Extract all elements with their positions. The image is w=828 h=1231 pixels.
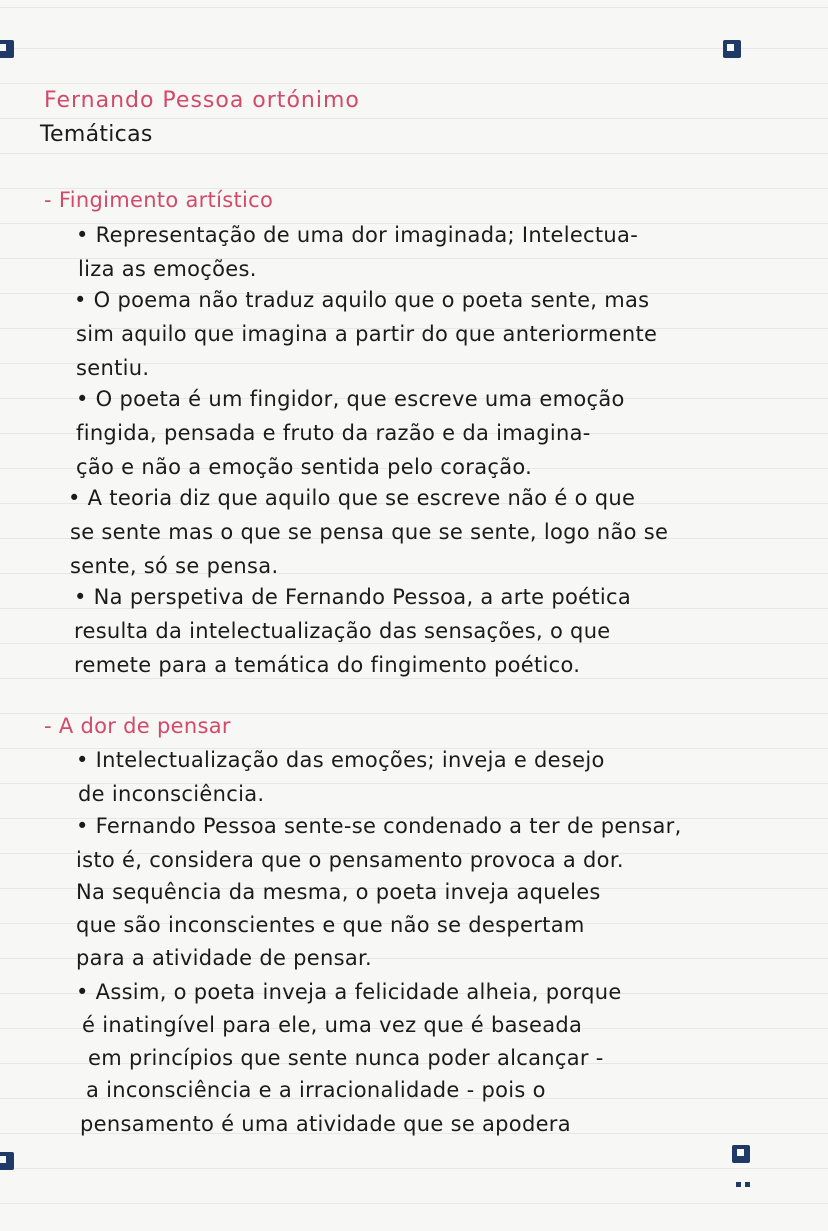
page-subtitle: Temáticas	[40, 122, 153, 147]
section-heading: - Fingimento artístico	[44, 188, 274, 212]
text-line: liza as emoções.	[78, 257, 257, 281]
text-line: • Assim, o poeta inveja a felicidade alheia, porque	[76, 980, 622, 1004]
page-corner-marker-bottom-left	[0, 1152, 14, 1170]
text-line: sentiu.	[76, 356, 150, 380]
text-line: • Fernando Pessoa sente-se condenado a ter de pensar,	[76, 814, 682, 838]
text-line: sim aquilo que imagina a partir do que anteriormente	[76, 322, 658, 346]
text-line: • Na perspetiva de Fernando Pessoa, a arte poética	[74, 585, 632, 609]
text-line: • O poeta é um fingidor, que escreve uma emoção	[76, 387, 625, 411]
text-line: para a atividade de pensar.	[76, 946, 373, 970]
page-dots-marker	[734, 1182, 752, 1187]
text-line: é inatingível para ele, uma vez que é baseada	[82, 1013, 583, 1037]
text-line: resulta da intelectualização das sensações, o que	[74, 619, 611, 643]
text-line: que são inconscientes e que não se despertam	[76, 913, 585, 937]
text-line: remete para a temática do fingimento poético.	[74, 653, 581, 677]
text-line: de inconsciência.	[78, 782, 265, 806]
text-line: isto é, considera que o pensamento provoca a dor.	[76, 848, 624, 872]
text-line: pensamento é uma atividade que se apodera	[80, 1112, 571, 1136]
page-title: Fernando Pessoa ortónimo	[44, 88, 360, 113]
text-line: fingida, pensada e fruto da razão e da imagina-	[76, 421, 591, 445]
text-line: Na sequência da mesma, o poeta inveja aqueles	[76, 880, 601, 904]
text-line: em princípios que sente nunca poder alcançar -	[88, 1046, 604, 1070]
text-line: • A teoria diz que aquilo que se escreve não é o que	[68, 486, 636, 510]
section-heading: - A dor de pensar	[44, 714, 231, 738]
page-corner-marker-top-right	[723, 40, 741, 58]
text-line: a inconsciência e a irracionalidade - pois o	[86, 1078, 546, 1102]
text-line: • Representação de uma dor imaginada; Intelectua-	[76, 223, 639, 247]
page-corner-marker-bottom-right	[732, 1145, 750, 1163]
text-line: • Intelectualização das emoções; inveja e desejo	[76, 748, 605, 772]
page-corner-marker-top-left	[0, 40, 14, 58]
text-line: • O poema não traduz aquilo que o poeta sente, mas	[74, 288, 650, 312]
text-line: sente, só se pensa.	[70, 554, 279, 578]
text-line: ção e não a emoção sentida pelo coração.	[76, 455, 533, 479]
text-line: se sente mas o que se pensa que se sente, logo não se	[70, 520, 669, 544]
